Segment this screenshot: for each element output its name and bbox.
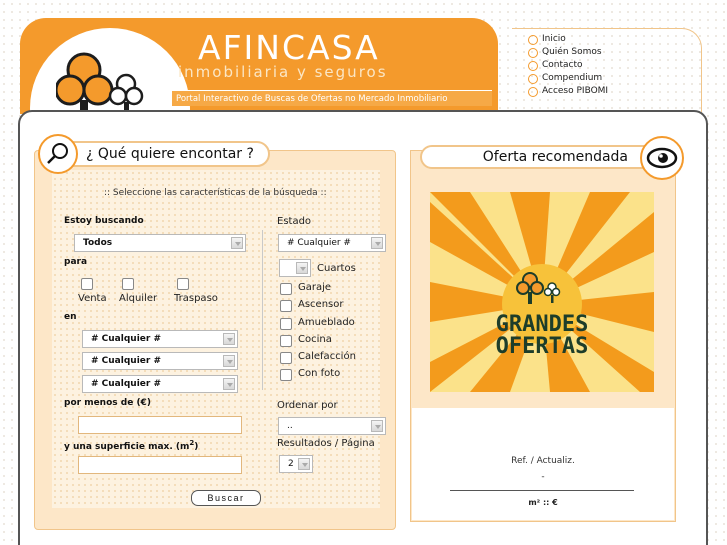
select-value: .. <box>287 421 293 431</box>
magnifier-icon <box>45 141 71 167</box>
chevron-down-icon <box>296 262 308 274</box>
nav-item-inicio[interactable] <box>528 33 701 46</box>
select-value: # Cualquier # <box>91 379 161 389</box>
traspaso-checkbox[interactable] <box>177 278 189 290</box>
amueblado-checkbox[interactable] <box>280 318 292 330</box>
ring-bullet-icon <box>528 87 538 97</box>
ring-bullet-icon <box>528 61 538 71</box>
afincasa-logo-icon <box>56 48 166 114</box>
nav-item-compendium[interactable] <box>528 72 701 85</box>
chevron-down-icon <box>371 237 383 249</box>
header-banner <box>20 18 498 114</box>
offer-image-line1: GRANDES <box>495 312 589 337</box>
chevron-down-icon <box>298 458 310 470</box>
ordenar-select[interactable] <box>278 417 386 435</box>
offer-image[interactable] <box>430 192 654 392</box>
alquiler-label: Alquiler <box>119 293 158 304</box>
venta-checkbox[interactable] <box>81 278 93 290</box>
offer-details <box>412 408 674 520</box>
estado-label: Estado <box>277 216 312 227</box>
select-value: Todos <box>83 238 113 248</box>
nav-label: Compendium <box>542 73 603 83</box>
alquiler-checkbox[interactable] <box>122 278 134 290</box>
search-title: ¿ Qué quiere encontar ? <box>70 141 270 167</box>
nav-label: Quién Somos <box>542 47 602 57</box>
superficie-input[interactable] <box>78 456 242 474</box>
price-line: m² :: € <box>528 498 558 507</box>
ordenar-label: Ordenar por <box>277 400 338 411</box>
ref-value: - <box>541 472 545 482</box>
precio-label: por menos de (€) <box>64 398 151 408</box>
search-instructions: :: Seleccione las características de la búsqueda :: <box>104 188 327 198</box>
nav-item-acceso-pibomi[interactable] <box>528 85 701 98</box>
location-select-2[interactable] <box>82 352 238 370</box>
nav-label: Acceso PIBOMI <box>542 86 609 96</box>
estoy-buscando-label: Estoy buscando <box>64 216 144 226</box>
precio-input[interactable] <box>78 416 242 434</box>
chevron-down-icon <box>371 420 383 432</box>
magnifier-badge <box>38 134 78 174</box>
con-foto-checkbox[interactable] <box>280 369 292 381</box>
select-value: # Cualquier # <box>287 238 351 248</box>
nav-item-quien-somos[interactable] <box>528 46 701 59</box>
search-header <box>38 134 270 174</box>
top-navigation <box>512 28 702 112</box>
estado-select[interactable] <box>278 234 386 252</box>
brand-subtitle: inmobiliaria y seguros <box>178 63 388 81</box>
ascensor-checkbox[interactable] <box>280 300 292 312</box>
location-select-1[interactable] <box>82 330 238 348</box>
brand-tagline: Portal Interactivo de Buscas de Ofertas no Mercado Inmobiliario <box>172 90 492 106</box>
traspaso-label: Traspaso <box>174 293 218 304</box>
select-value: # Cualquier # <box>91 356 161 366</box>
ring-bullet-icon <box>528 74 538 84</box>
eye-icon <box>646 147 678 169</box>
garaje-checkbox[interactable] <box>280 283 292 295</box>
chevron-down-icon <box>231 237 243 249</box>
mini-logo-icon <box>516 270 568 306</box>
select-value: 2 <box>288 459 294 469</box>
cuartos-select[interactable] <box>279 259 311 277</box>
nav-label: Inicio <box>542 34 566 44</box>
location-select-3[interactable] <box>82 375 238 393</box>
con-foto-label: Con foto <box>298 368 341 379</box>
nav-item-contacto[interactable] <box>528 59 701 72</box>
superficie-label-text: y una superficie max. (m <box>64 442 190 452</box>
cocina-checkbox[interactable] <box>280 335 292 347</box>
property-type-select[interactable] <box>74 234 246 252</box>
garaje-label: Garaje <box>298 282 332 293</box>
eye-badge <box>640 136 684 180</box>
ascensor-label: Ascensor <box>298 299 344 310</box>
chevron-down-icon <box>223 333 235 345</box>
offer-image-line2: OFERTAS <box>495 334 589 359</box>
cuartos-label: Cuartos <box>317 263 356 274</box>
resultados-select[interactable] <box>279 455 313 473</box>
superficie-label <box>64 439 198 452</box>
superficie-sup: 2 <box>189 439 195 447</box>
venta-label: Venta <box>78 293 107 304</box>
para-label: para <box>64 257 88 267</box>
brand-name: AFINCASA <box>198 28 380 67</box>
ref-label: Ref. / Actualiz. <box>511 456 575 466</box>
superficie-close: ) <box>194 442 199 452</box>
chevron-down-icon <box>223 378 235 390</box>
ring-bullet-icon <box>528 35 538 45</box>
calefaccion-checkbox[interactable] <box>280 352 292 364</box>
select-value: # Cualquier # <box>91 334 161 344</box>
nav-label: Contacto <box>542 60 583 70</box>
offer-title: Oferta recomendada <box>420 145 656 169</box>
chevron-down-icon <box>223 355 235 367</box>
divider-line <box>450 490 634 491</box>
en-label: en <box>64 312 77 322</box>
calefaccion-label: Calefacción <box>298 351 356 362</box>
column-divider <box>262 230 263 390</box>
amueblado-label: Amueblado <box>298 317 355 328</box>
buscar-button[interactable]: Buscar <box>191 490 261 506</box>
ring-bullet-icon <box>528 48 538 58</box>
cocina-label: Cocina <box>298 334 332 345</box>
resultados-label: Resultados / Página <box>277 438 375 449</box>
